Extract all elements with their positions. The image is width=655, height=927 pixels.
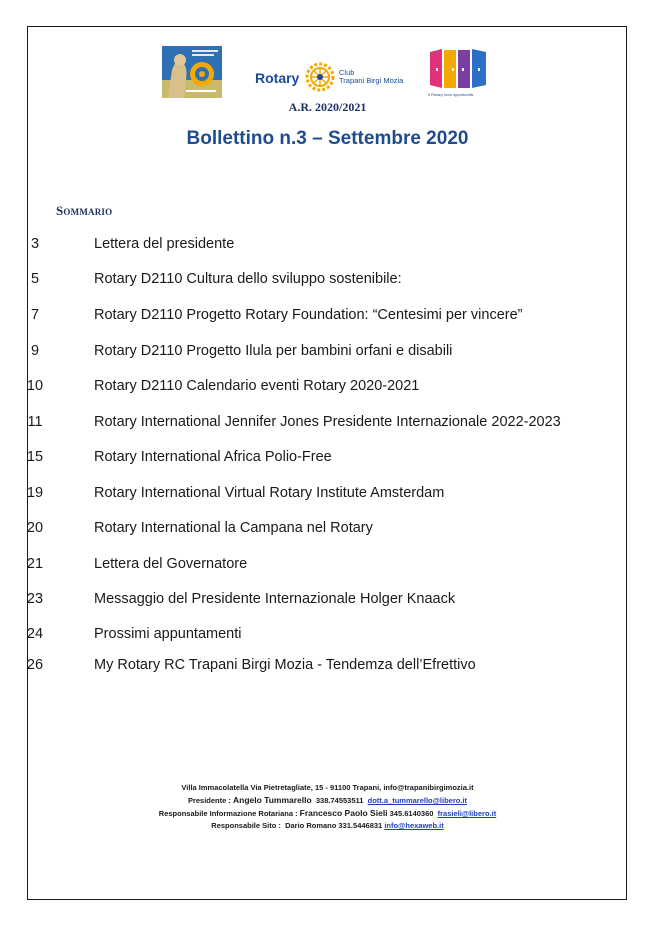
toc-entry-title: Rotary International la Campana nel Rotary (94, 520, 373, 536)
doors-icon (428, 48, 490, 90)
toc-entry-title: Rotary International Africa Polio-Free (94, 449, 332, 465)
toc-entry-title: Rotary International Jennifer Jones Presidente Internazionale 2022-2023 (94, 414, 561, 430)
toc-entry-title: Lettera del presidente (94, 236, 235, 252)
toc-entry-title: Rotary D2110 Cultura dello sviluppo sostenibile: (94, 271, 402, 287)
toc-page-number: 20 (26, 520, 44, 536)
info-manager-email-link[interactable]: frasieli@libero.it (437, 809, 497, 818)
toc-row[interactable] (0, 378, 600, 398)
toc-entry-title: Rotary D2110 Progetto Rotary Foundation: “Centesimi per vincere” (94, 307, 523, 323)
footer-info-manager: Responsabile Informazione Rotariana : Francesco Paolo Sieli 345.6140360 frasieli@libero.it (158, 808, 497, 818)
logo-caption: Il Rotary crea opportunità (428, 92, 473, 97)
toc-row[interactable] (0, 657, 600, 677)
site-manager-email-link[interactable]: info@hexaweb.it (384, 821, 444, 830)
footer-contacts (0, 782, 655, 832)
toc-row[interactable] (0, 307, 600, 327)
club-name: Club Trapani Birgi Mozia (339, 68, 404, 85)
footer-address: Villa Immacolatella Via Pietretagliate, 15 - 91100 Trapani, info@trapanibirgimozia.it (181, 783, 474, 792)
toc-page-number: 19 (26, 485, 44, 501)
toc-row[interactable] (0, 485, 600, 505)
toc-page-number: 7 (30, 307, 40, 323)
rotary-opportunity-logo (428, 48, 490, 100)
rotary-club-logo (255, 60, 405, 96)
toc-row[interactable] (0, 449, 600, 469)
toc-entry-title: Rotary D2110 Progetto Ilula per bambini orfani e disabili (94, 343, 453, 359)
footer-president: Presidente : Angelo Tummarello 338.74553511 dott.a_tummarello@libero.it (187, 795, 468, 805)
toc-row[interactable] (0, 414, 600, 434)
toc-row[interactable] (0, 591, 600, 611)
toc-page-number: 26 (26, 657, 44, 673)
club-emblem-logo (162, 46, 222, 98)
toc-page-number: 21 (26, 556, 44, 572)
toc-row[interactable] (0, 236, 600, 256)
toc-page-number: 3 (30, 236, 40, 252)
toc-entry-title: My Rotary RC Trapani Birgi Mozia - Tendemza dell’Efrettivo (94, 657, 476, 673)
toc-row[interactable] (0, 556, 600, 576)
toc-entry-title: Rotary D2110 Calendario eventi Rotary 2020-2021 (94, 378, 420, 394)
toc-row[interactable] (0, 343, 600, 363)
toc-entry-title: Rotary International Virtual Rotary Institute Amsterdam (94, 485, 445, 501)
toc-entry-title: Lettera del Governatore (94, 556, 248, 572)
rotary-wordmark: Rotary (255, 70, 300, 86)
summary-heading: Sommario (56, 203, 113, 218)
toc-entry-title: Messaggio del Presidente Internazionale Holger Knaack (94, 591, 456, 607)
toc-row[interactable] (0, 271, 600, 291)
rotary-wheel-icon (305, 62, 335, 92)
toc-page-number: 23 (26, 591, 44, 607)
toc-entry-title: Prossimi appuntamenti (94, 626, 242, 642)
toc-page-number: 5 (30, 271, 40, 287)
toc-page-number: 24 (26, 626, 44, 642)
toc-page-number: 10 (26, 378, 44, 394)
toc-page-number: 11 (27, 414, 43, 430)
toc-page-number: 9 (30, 343, 40, 359)
toc-page-number: 15 (26, 449, 44, 465)
president-email-link[interactable]: dott.a_tummarello@libero.it (367, 796, 468, 805)
toc-row[interactable] (0, 626, 600, 646)
toc-row[interactable] (0, 520, 600, 540)
bulletin-title: Bollettino n.3 – Settembre 2020 (186, 128, 469, 149)
rotary-year: A.R. 2020/2021 (288, 100, 367, 114)
footer-site-manager: Responsabile Sito : Dario Romano 331.5446831 info@hexaweb.it (211, 821, 444, 830)
